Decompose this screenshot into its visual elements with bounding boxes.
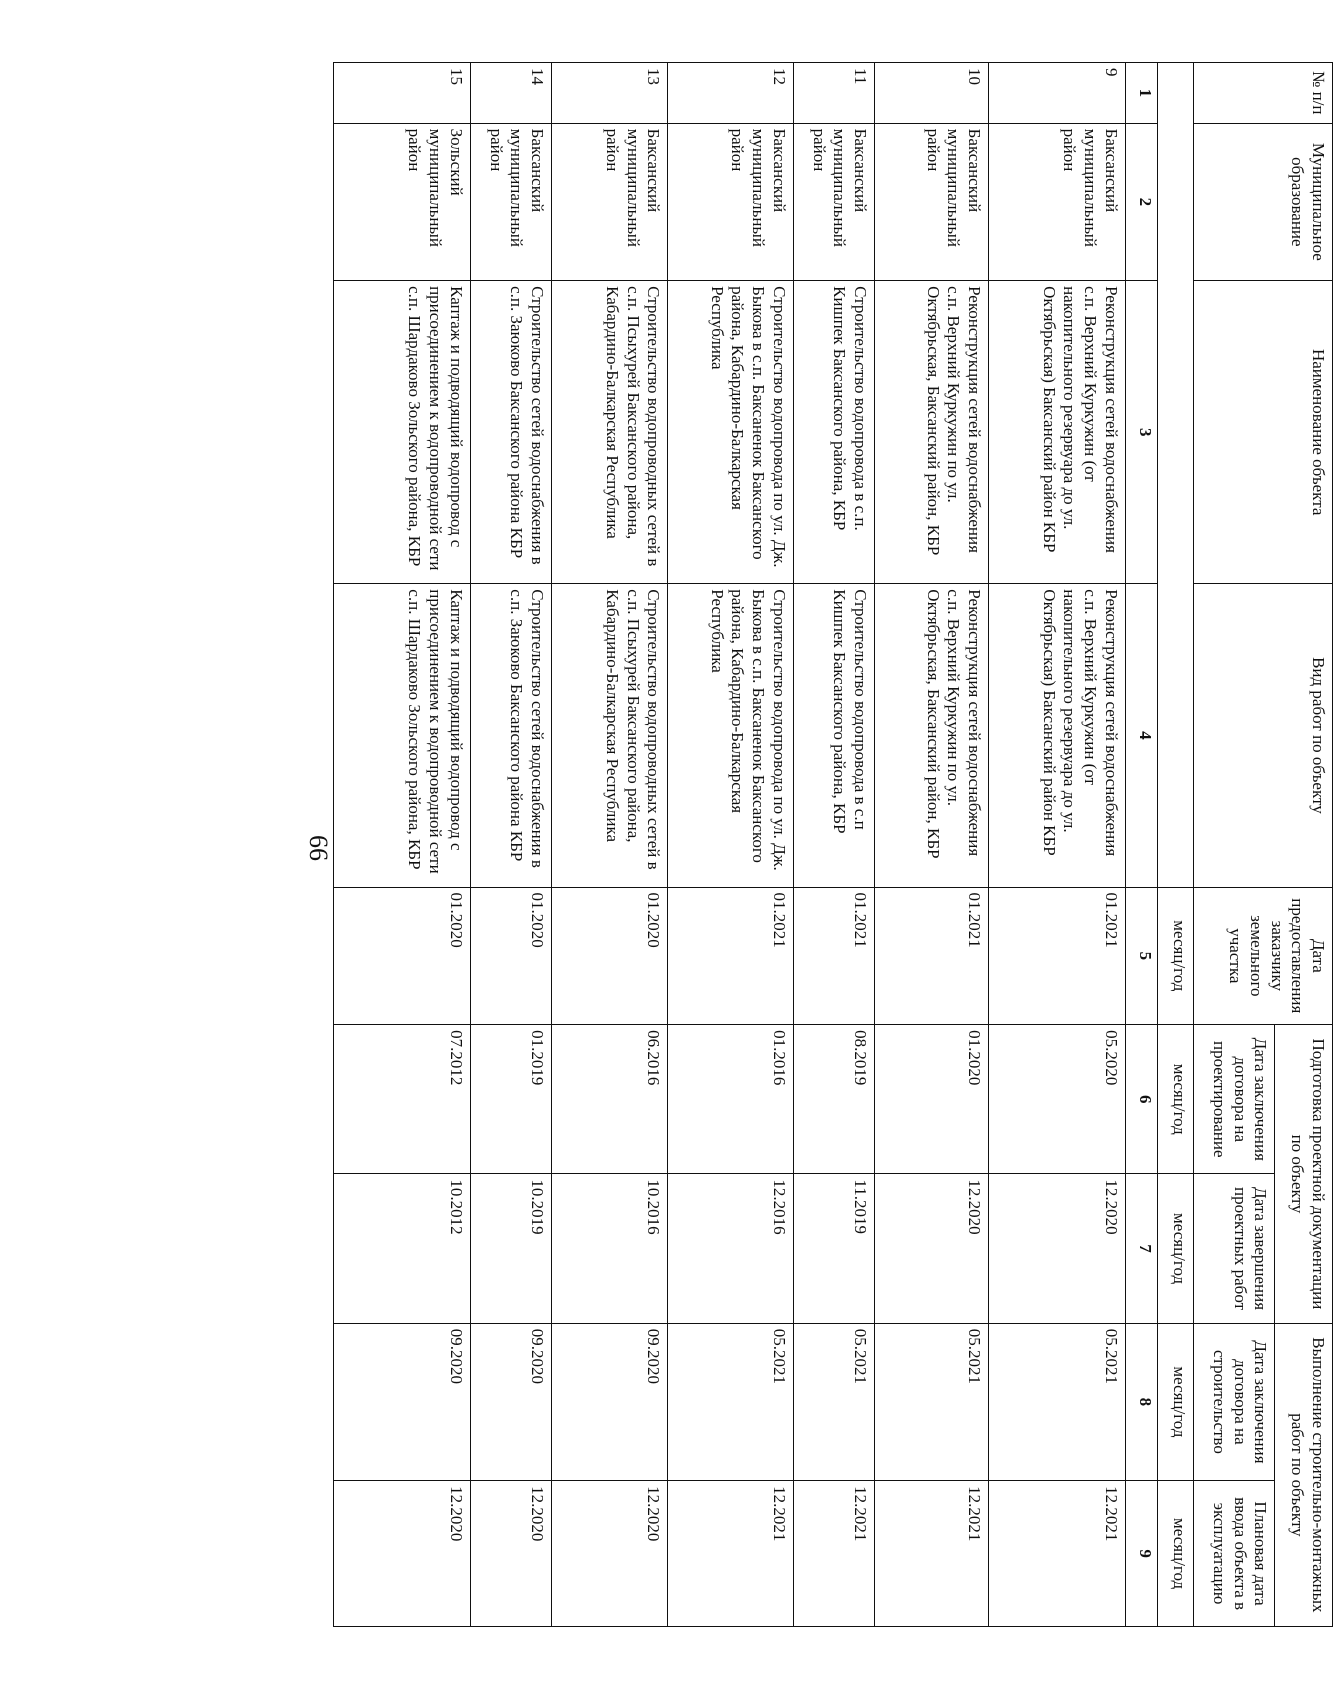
table-row [334, 63, 471, 1627]
cell-object-name: Реконструкция сетей водоснабжения с.п. Верхний Куркужин (от накопительного резервуара до ул. Октябрьская) Баксанский район КБР [989, 281, 1126, 584]
cell-work-type: Строительство водопровода в с.п Кишпек Баксанского района, КБР [793, 584, 874, 887]
cell-work-type: Строительство водопровода по ул. Дж. Быкова в с.п. Баксаненок Баксанского района, Кабардино-Балкарская Республика [668, 584, 793, 887]
cell-design-end: 10.2019 [470, 1174, 551, 1323]
table-row [989, 63, 1126, 1627]
cell-land-date: 01.2020 [334, 887, 471, 1025]
cell-object-name: Каптаж и подводящий водопровод с присоединением к водопроводной сети с.п. Шардаково Зольского района, КБР [334, 281, 471, 584]
column-number: 9 [1125, 1481, 1157, 1627]
cell-build-contract: 05.2021 [989, 1323, 1126, 1480]
column-number: 5 [1125, 887, 1157, 1025]
column-number: 7 [1125, 1174, 1157, 1323]
cell-build-contract: 09.2020 [470, 1323, 551, 1480]
cell-land-date: 01.2020 [552, 887, 668, 1025]
header-land-date: Дата предоставления заказчику земельного участка [1194, 887, 1333, 1025]
cell-land-date: 01.2021 [989, 887, 1126, 1025]
cell-object-name: Строительство водопровода по ул. Дж. Быкова в с.п. Баксаненок Баксанского района, Кабардино-Балкарская Республика [668, 281, 793, 584]
cell-commission: 12.2020 [552, 1481, 668, 1627]
cell-work-type: Реконструкция сетей водоснабжения с.п. Верхний Куркужин (от накопительного резервуара до ул. Октябрьская) Баксанский район КБР [989, 584, 1126, 887]
cell-num: 15 [334, 63, 471, 124]
cell-num: 11 [793, 63, 874, 124]
cell-design-end: 12.2020 [874, 1174, 988, 1323]
cell-num: 12 [668, 63, 793, 124]
cell-design-end: 12.2020 [989, 1174, 1126, 1323]
unit-cell: месяц/год [1157, 887, 1193, 1025]
cell-land-date: 01.2021 [793, 887, 874, 1025]
cell-municipality: Баксанский муниципальный район [793, 123, 874, 280]
cell-num: 10 [874, 63, 988, 124]
cell-work-type: Строительство водопроводных сетей в с.п. Псыхурей Баксанского района, Кабардино-Балкарская Республика [552, 584, 668, 887]
header-build-contract: Дата заключения договора на строительство [1194, 1323, 1275, 1480]
page-number: 66 [304, 835, 333, 861]
table-row [470, 63, 551, 1627]
cell-num: 14 [470, 63, 551, 124]
cell-design-end: 12.2016 [668, 1174, 793, 1323]
cell-commission: 12.2021 [668, 1481, 793, 1627]
cell-municipality: Баксанский муниципальный район [470, 123, 551, 280]
cell-municipality: Зольский муниципальный район [334, 123, 471, 280]
cell-municipality: Баксанский муниципальный район [552, 123, 668, 280]
header-commission: Плановая дата ввода объекта в эксплуатацию [1194, 1481, 1275, 1627]
cell-num: 13 [552, 63, 668, 124]
cell-build-contract: 05.2021 [874, 1323, 988, 1480]
cell-object-name: Строительство сетей водоснабжения в с.п. Заюково Баксанского района КБР [470, 281, 551, 584]
cell-design-contract: 01.2016 [668, 1025, 793, 1174]
cell-build-contract: 09.2020 [334, 1323, 471, 1480]
unit-cell: месяц/год [1157, 1174, 1193, 1323]
header-num: № п/п [1194, 63, 1333, 124]
header-design-end: Дата завершения проектных работ [1194, 1174, 1275, 1323]
table-row [874, 63, 988, 1627]
cell-work-type: Реконструкция сетей водоснабжения с.п. Верхний Куркужин по ул. Октябрьская, Баксанский район, КБР [874, 584, 988, 887]
table-row [552, 63, 668, 1627]
cell-municipality: Баксанский муниципальный район [989, 123, 1126, 280]
rotated-page [133, 0, 1333, 1697]
cell-design-contract: 01.2019 [470, 1025, 551, 1174]
column-number: 6 [1125, 1025, 1157, 1174]
cell-build-contract: 05.2021 [668, 1323, 793, 1480]
column-number: 2 [1125, 123, 1157, 280]
cell-municipality: Баксанский муниципальный район [874, 123, 988, 280]
cell-land-date: 01.2021 [874, 887, 988, 1025]
cell-design-end: 10.2016 [552, 1174, 668, 1323]
cell-work-type: Строительство сетей водоснабжения в с.п. Заюково Баксанского района КБР [470, 584, 551, 887]
unit-cell: месяц/год [1157, 1481, 1193, 1627]
cell-build-contract: 05.2021 [793, 1323, 874, 1480]
header-work-type: Вид работ по объекту [1194, 584, 1333, 887]
table-row [793, 63, 874, 1627]
cell-land-date: 01.2021 [668, 887, 793, 1025]
header-design-group: Подготовка проектной документации по объекту [1275, 1025, 1333, 1324]
table-row [668, 63, 793, 1627]
cell-design-end: 11.2019 [793, 1174, 874, 1323]
cell-num: 9 [989, 63, 1126, 124]
cell-build-contract: 09.2020 [552, 1323, 668, 1480]
cell-design-contract: 01.2020 [874, 1025, 988, 1174]
cell-work-type: Каптаж и подводящий водопровод с присоединением к водопроводной сети с.п. Шардаково Зольского района, КБР [334, 584, 471, 887]
cell-design-contract: 05.2020 [989, 1025, 1126, 1174]
cell-commission: 12.2020 [334, 1481, 471, 1627]
unit-cell: месяц/год [1157, 1025, 1193, 1174]
cell-commission: 12.2020 [470, 1481, 551, 1627]
cell-municipality: Баксанский муниципальный район [668, 123, 793, 280]
header-build-group: Выполнение строительно-монтажных работ по объекту [1275, 1323, 1333, 1626]
cell-object-name: Строительство водопроводных сетей в с.п. Псыхурей Баксанского района, Кабардино-Балкарская Республика [552, 281, 668, 584]
header-design-contract: Дата заключения договора на проектирование [1194, 1025, 1275, 1174]
cell-design-contract: 07.2012 [334, 1025, 471, 1174]
column-number: 3 [1125, 281, 1157, 584]
cell-land-date: 01.2020 [470, 887, 551, 1025]
header-object-name: Наименование объекта [1194, 281, 1333, 584]
cell-design-contract: 08.2019 [793, 1025, 874, 1174]
unit-blank [1157, 63, 1193, 888]
header-municipality: Муниципальное образование [1194, 123, 1333, 280]
cell-design-contract: 06.2016 [552, 1025, 668, 1174]
cell-commission: 12.2021 [989, 1481, 1126, 1627]
cell-design-end: 10.2012 [334, 1174, 471, 1323]
column-number: 4 [1125, 584, 1157, 887]
cell-object-name: Строительство водопровода в с.п. Кишпек Баксанского района, КБР [793, 281, 874, 584]
table-body [334, 63, 1126, 1627]
cell-commission: 12.2021 [793, 1481, 874, 1627]
column-number: 8 [1125, 1323, 1157, 1480]
cell-object-name: Реконструкция сетей водоснабжения с.п. Верхний Куркужин по ул. Октябрьская, Баксанский район, КБР [874, 281, 988, 584]
column-number: 1 [1125, 63, 1157, 124]
unit-cell: месяц/год [1157, 1323, 1193, 1480]
cell-commission: 12.2021 [874, 1481, 988, 1627]
objects-table [333, 62, 1333, 1627]
